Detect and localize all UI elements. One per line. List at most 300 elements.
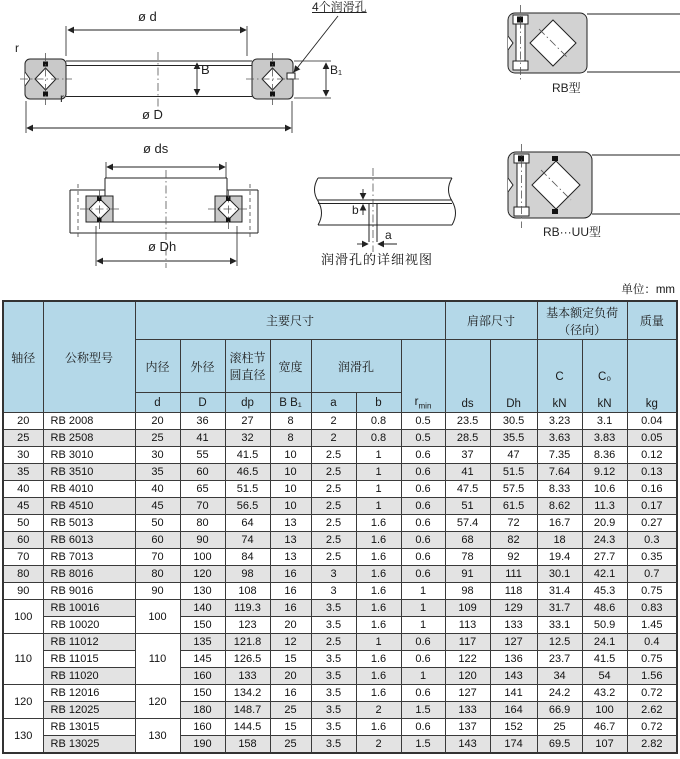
load-C0-symbol: C₀ [598,371,612,383]
cell-shaft-dia: 50 [3,515,43,532]
cell-shoulder-Dh: 127 [490,634,537,651]
cell-rmin: 0.6 [401,532,445,549]
cell-lube-a: 3.5 [311,668,356,685]
technical-drawings-svg [0,0,680,282]
cell-lube-b: 2 [356,702,401,719]
col-header-shaft-dia: 轴径 [3,301,43,413]
cell-load-C: 12.5 [537,634,582,651]
cell-width: 16 [270,583,311,600]
cell-pitch-dia: 126.5 [225,651,270,668]
cell-mass: 0.35 [627,549,677,566]
cell-lube-b: 1.6 [356,617,401,634]
cell-rmin: 1 [401,668,445,685]
cell-lube-a: 3.5 [311,600,356,617]
cell-shoulder-Dh: 72 [490,515,537,532]
cell-rmin: 1 [401,617,445,634]
cell-pitch-dia: 133 [225,668,270,685]
cell-load-C0: 10.6 [582,481,627,498]
cell-load-C0: 48.6 [582,600,627,617]
cell-lube-a: 2.5 [311,515,356,532]
cell-model: RB 6013 [43,532,135,549]
cell-shoulder-ds: 127 [445,685,490,702]
cell-load-C0: 46.7 [582,719,627,736]
cell-width: 10 [270,447,311,464]
cell-lube-a: 2 [311,430,356,447]
cell-lube-a: 3.5 [311,736,356,754]
cell-lube-b: 1.6 [356,685,401,702]
cell-load-C0: 43.2 [582,685,627,702]
cell-lube-b: 1 [356,464,401,481]
col-header-lube-hole: 润滑孔 [311,340,401,393]
cell-model: RB 2008 [43,413,135,430]
cell-rmin: 0.6 [401,719,445,736]
cell-model: RB 11020 [43,668,135,685]
cell-outer-dia: 120 [180,566,225,583]
cell-bore-dia: 50 [135,515,180,532]
cell-load-C: 19.4 [537,549,582,566]
rmin-subscript: min [418,401,432,410]
cell-rmin: 0.6 [401,685,445,702]
cell-pitch-dia: 144.5 [225,719,270,736]
cell-lube-a: 2.5 [311,549,356,566]
cell-pitch-dia: 64 [225,515,270,532]
cell-shoulder-Dh: 47 [490,447,537,464]
cell-pitch-dia: 51.5 [225,481,270,498]
table-row [3,736,677,754]
cell-lube-a: 2.5 [311,464,356,481]
table-row [3,634,677,651]
cell-outer-dia: 55 [180,447,225,464]
cell-shoulder-Dh: 57.5 [490,481,537,498]
cell-load-C: 18 [537,532,582,549]
unit-note: 单位：mm [621,284,675,296]
cell-width: 16 [270,566,311,583]
cell-outer-dia: 140 [180,600,225,617]
cell-load-C0: 3.1 [582,413,627,430]
cell-lube-b: 1.6 [356,549,401,566]
cell-outer-dia: 41 [180,430,225,447]
cell-pitch-dia: 32 [225,430,270,447]
cell-rmin: 0.6 [401,498,445,515]
cell-bore-dia: 35 [135,464,180,481]
cell-model: RB 4010 [43,481,135,498]
cell-pitch-dia: 119.3 [225,600,270,617]
cell-load-C0: 8.36 [582,447,627,464]
load-C-unit: kN [552,398,567,410]
cell-shoulder-ds: 98 [445,583,490,600]
cell-shoulder-Dh: 141 [490,685,537,702]
lube-hole-callout-label: 4个润滑孔 [312,0,367,14]
dim-label-r-bottom: r [60,91,64,105]
cell-model: RB 3510 [43,464,135,481]
cell-pitch-dia: 134.2 [225,685,270,702]
cell-lube-b: 1.6 [356,583,401,600]
cell-shoulder-ds: 23.5 [445,413,490,430]
cell-model: RB 13025 [43,736,135,754]
cell-load-C0: 107 [582,736,627,754]
cell-lube-b: 1.6 [356,515,401,532]
cell-shoulder-ds: 143 [445,736,490,754]
cell-mass: 0.16 [627,481,677,498]
cell-shoulder-ds: 113 [445,617,490,634]
cell-shaft-dia: 45 [3,498,43,515]
unit-header-D: D [180,393,225,413]
cell-rmin: 0.5 [401,413,445,430]
cell-load-C: 33.1 [537,617,582,634]
dim-label-width-B1: B₁ [330,63,343,77]
table-row [3,413,677,430]
cell-load-C0: 11.3 [582,498,627,515]
cell-rmin: 1 [401,583,445,600]
cell-model: RB 8016 [43,566,135,583]
table-row [3,600,677,617]
col-header-load-C [537,340,582,413]
cell-bore-dia: 45 [135,498,180,515]
cell-lube-a: 3.5 [311,651,356,668]
cell-model: RB 12016 [43,685,135,702]
rmin-symbol: r [414,395,419,408]
col-header-mass-unit: kg [627,340,677,413]
table-row [3,668,677,685]
cell-pitch-dia: 84 [225,549,270,566]
cell-model: RB 9016 [43,583,135,600]
dim-label-bore-diameter: ø d [138,9,157,24]
cell-rmin: 0.6 [401,447,445,464]
table-row [3,430,677,447]
cell-shoulder-Dh: 92 [490,549,537,566]
unit-header-b: b [356,393,401,413]
cell-width: 8 [270,413,311,430]
table-row [3,515,677,532]
cell-mass: 0.17 [627,498,677,515]
cell-pitch-dia: 74 [225,532,270,549]
cell-shoulder-Dh: 82 [490,532,537,549]
unit-header-a: a [311,393,356,413]
col-header-rmin [401,340,445,413]
cell-outer-dia: 145 [180,651,225,668]
cell-width: 13 [270,549,311,566]
cell-mass: 1.45 [627,617,677,634]
table-row [3,566,677,583]
cell-load-C: 31.4 [537,583,582,600]
unit-header-d: d [135,393,180,413]
cell-shaft-dia: 35 [3,464,43,481]
dim-label-shoulder-ds: ø ds [143,141,169,156]
cell-pitch-dia: 121.8 [225,634,270,651]
cell-shoulder-Dh: 111 [490,566,537,583]
cell-shoulder-ds: 51 [445,498,490,515]
cell-bore-dia: 40 [135,481,180,498]
cell-outer-dia: 160 [180,719,225,736]
cell-pitch-dia: 148.7 [225,702,270,719]
dim-label-hole-b: b [352,203,359,217]
table-row [3,464,677,481]
table-row [3,549,677,566]
cell-pitch-dia: 108 [225,583,270,600]
cell-load-C: 3.23 [537,413,582,430]
table-row [3,498,677,515]
cell-load-C: 24.2 [537,685,582,702]
cell-outer-dia: 150 [180,617,225,634]
col-header-mass: 质量 [627,301,677,340]
cell-outer-dia: 150 [180,685,225,702]
cell-outer-dia: 190 [180,736,225,754]
table-row [3,617,677,634]
cell-width: 25 [270,702,311,719]
cell-shaft-dia: 30 [3,447,43,464]
cell-shaft-dia: 100 [3,600,43,634]
cell-model: RB 10016 [43,600,135,617]
cell-bore-dia: 100 [135,600,180,634]
spec-table-body [3,413,677,754]
cell-mass: 0.13 [627,464,677,481]
col-header-Dh: Dh [490,340,537,413]
cell-width: 15 [270,719,311,736]
cell-lube-b: 1.6 [356,719,401,736]
cell-load-C0: 9.12 [582,464,627,481]
cell-shoulder-ds: 78 [445,549,490,566]
cell-load-C: 66.9 [537,702,582,719]
cell-mass: 2.62 [627,702,677,719]
table-row [3,532,677,549]
cell-lube-a: 3.5 [311,685,356,702]
cell-outer-dia: 135 [180,634,225,651]
cell-bore-dia: 25 [135,430,180,447]
cell-load-C0: 50.9 [582,617,627,634]
cell-width: 16 [270,685,311,702]
cell-outer-dia: 180 [180,702,225,719]
cell-outer-dia: 130 [180,583,225,600]
cell-outer-dia: 160 [180,668,225,685]
table-row [3,685,677,702]
bearing-cross-section-drawing [25,26,331,133]
cell-load-C: 16.7 [537,515,582,532]
cell-lube-b: 1.6 [356,566,401,583]
col-header-outer-dia: 外径 [180,340,225,393]
cell-width: 20 [270,668,311,685]
cell-load-C0: 27.7 [582,549,627,566]
cell-model: RB 10020 [43,617,135,634]
cell-load-C: 25 [537,719,582,736]
cell-bore-dia: 120 [135,685,180,719]
dim-label-hole-a: a [385,228,392,242]
cell-model: RB 3010 [43,447,135,464]
cell-shoulder-Dh: 30.5 [490,413,537,430]
cell-lube-a: 2.5 [311,634,356,651]
cell-shoulder-Dh: 143 [490,668,537,685]
cell-bore-dia: 30 [135,447,180,464]
col-header-ds: ds [445,340,490,413]
cell-load-C: 3.63 [537,430,582,447]
cell-rmin: 1.5 [401,702,445,719]
cell-shoulder-ds: 47.5 [445,481,490,498]
cell-model: RB 13015 [43,719,135,736]
lube-hole-detail-caption: 润滑孔的详细视图 [321,252,434,267]
cell-rmin: 0.6 [401,566,445,583]
cell-mass: 0.72 [627,719,677,736]
cell-load-C0: 24.3 [582,532,627,549]
cell-mass: 0.27 [627,515,677,532]
cell-outer-dia: 65 [180,481,225,498]
cell-shoulder-ds: 68 [445,532,490,549]
col-header-shoulder-dims: 肩部尺寸 [445,301,537,340]
cell-shoulder-Dh: 152 [490,719,537,736]
cell-load-C0: 20.9 [582,515,627,532]
dim-label-outer-diameter: ø D [142,107,163,122]
cell-lube-a: 3.5 [311,702,356,719]
cell-width: 13 [270,532,311,549]
cell-shoulder-Dh: 51.5 [490,464,537,481]
col-header-pitch-dia: 滚柱节圆直径 [225,340,270,393]
cell-model: RB 11012 [43,634,135,651]
cell-width: 13 [270,515,311,532]
cell-shaft-dia: 60 [3,532,43,549]
cell-bore-dia: 90 [135,583,180,600]
cell-pitch-dia: 158 [225,736,270,754]
spec-table [2,300,678,754]
cell-mass: 0.83 [627,600,677,617]
cell-lube-a: 3.5 [311,617,356,634]
cell-mass: 0.3 [627,532,677,549]
cell-width: 12 [270,634,311,651]
cell-load-C: 30.1 [537,566,582,583]
cell-lube-a: 3.5 [311,719,356,736]
cell-bore-dia: 110 [135,634,180,685]
cell-shaft-dia: 40 [3,481,43,498]
col-header-bore: 内径 [135,340,180,393]
rb-uu-type-drawing [508,152,680,218]
cell-pitch-dia: 98 [225,566,270,583]
cell-load-C0: 54 [582,668,627,685]
cell-outer-dia: 36 [180,413,225,430]
cell-shoulder-ds: 109 [445,600,490,617]
cell-shoulder-Dh: 174 [490,736,537,754]
unit-header-B: B B₁ [270,393,311,413]
cell-mass: 0.04 [627,413,677,430]
cell-model: RB 12025 [43,702,135,719]
cell-lube-b: 1 [356,447,401,464]
cell-load-C0: 24.1 [582,634,627,651]
cell-shoulder-Dh: 35.5 [490,430,537,447]
cell-width: 8 [270,430,311,447]
cell-shoulder-ds: 91 [445,566,490,583]
cell-load-C0: 41.5 [582,651,627,668]
col-header-main-dims: 主要尺寸 [135,301,445,340]
cell-lube-b: 1 [356,634,401,651]
cell-load-C: 69.5 [537,736,582,754]
cell-shaft-dia: 25 [3,430,43,447]
cell-lube-a: 2 [311,413,356,430]
table-row [3,651,677,668]
cell-lube-a: 3 [311,583,356,600]
cell-shaft-dia: 70 [3,549,43,566]
cell-mass: 0.75 [627,583,677,600]
cell-pitch-dia: 46.5 [225,464,270,481]
cell-load-C0: 100 [582,702,627,719]
col-header-model: 公称型号 [43,301,135,413]
cell-rmin: 0.6 [401,651,445,668]
cell-shoulder-Dh: 129 [490,600,537,617]
cell-bore-dia: 60 [135,532,180,549]
cell-load-C: 8.33 [537,481,582,498]
cell-lube-b: 1 [356,481,401,498]
cell-shoulder-ds: 28.5 [445,430,490,447]
cell-shoulder-ds: 57.4 [445,515,490,532]
cell-lube-b: 0.8 [356,430,401,447]
cell-rmin: 0.6 [401,464,445,481]
cell-shaft-dia: 80 [3,566,43,583]
cell-lube-b: 0.8 [356,413,401,430]
cell-lube-b: 2 [356,736,401,754]
cell-lube-a: 2.5 [311,481,356,498]
rb-type-drawing [508,13,680,73]
cell-shoulder-ds: 122 [445,651,490,668]
cell-rmin: 0.6 [401,549,445,566]
cell-lube-a: 2.5 [311,498,356,515]
cell-pitch-dia: 27 [225,413,270,430]
cell-model: RB 5013 [43,515,135,532]
dim-label-shoulder-Dh: ø Dh [148,239,177,254]
cell-shoulder-Dh: 133 [490,617,537,634]
rb-type-caption: RB型 [552,81,581,95]
cell-shoulder-Dh: 61.5 [490,498,537,515]
cell-width: 10 [270,464,311,481]
cell-shoulder-ds: 41 [445,464,490,481]
cell-rmin: 1 [401,600,445,617]
cell-load-C0: 45.3 [582,583,627,600]
table-row [3,702,677,719]
cell-shoulder-Dh: 136 [490,651,537,668]
unit-header-dp: dp [225,393,270,413]
cell-outer-dia: 70 [180,498,225,515]
cell-lube-b: 1.6 [356,600,401,617]
cell-shoulder-ds: 117 [445,634,490,651]
cell-width: 25 [270,736,311,754]
cell-shoulder-ds: 133 [445,702,490,719]
table-row [3,719,677,736]
cell-width: 15 [270,651,311,668]
cell-shaft-dia: 110 [3,634,43,685]
cell-lube-b: 1.6 [356,668,401,685]
cell-bore-dia: 20 [135,413,180,430]
table-row [3,481,677,498]
cell-load-C: 7.35 [537,447,582,464]
cell-rmin: 1.5 [401,736,445,754]
cell-load-C: 23.7 [537,651,582,668]
cell-bore-dia: 80 [135,566,180,583]
table-row [3,583,677,600]
cell-shaft-dia: 90 [3,583,43,600]
cell-outer-dia: 100 [180,549,225,566]
cell-shaft-dia: 130 [3,719,43,754]
cell-shoulder-ds: 137 [445,719,490,736]
dim-label-r-top: r [15,41,19,55]
cell-lube-a: 3 [311,566,356,583]
cell-load-C0: 3.83 [582,430,627,447]
cell-outer-dia: 80 [180,515,225,532]
cell-shoulder-Dh: 164 [490,702,537,719]
cell-outer-dia: 60 [180,464,225,481]
cell-mass: 0.75 [627,651,677,668]
cell-lube-b: 1.6 [356,651,401,668]
cell-lube-a: 2.5 [311,447,356,464]
cell-load-C: 34 [537,668,582,685]
table-row [3,447,677,464]
cell-mass: 0.4 [627,634,677,651]
cell-bore-dia: 130 [135,719,180,754]
diagram-area [0,0,680,282]
cell-pitch-dia: 123 [225,617,270,634]
